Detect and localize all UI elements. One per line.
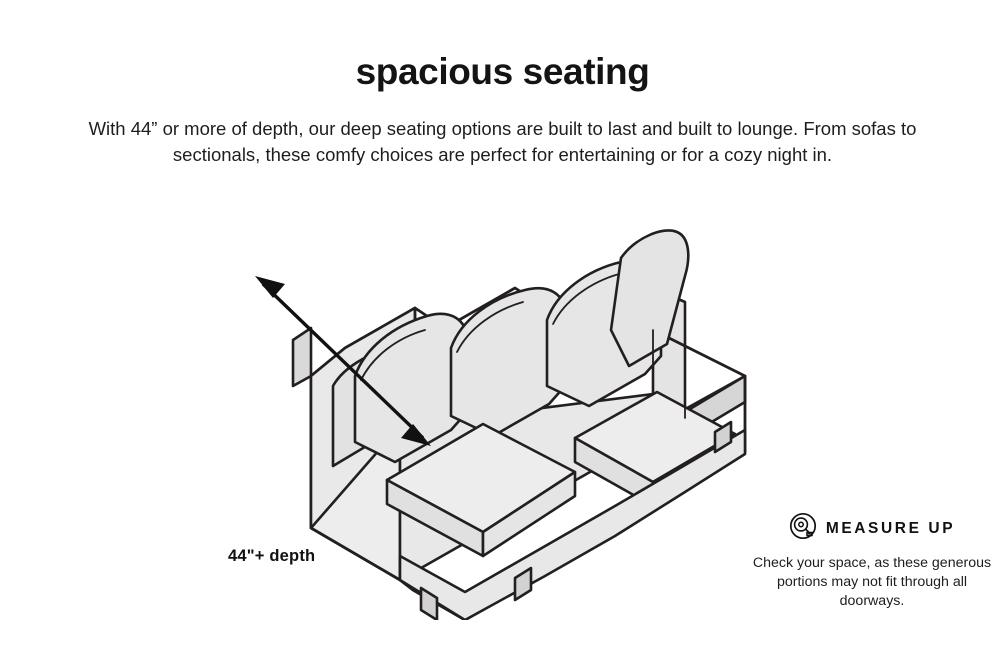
page-title: spacious seating [355,51,650,92]
tape-measure-icon [789,512,817,545]
measure-up-title: MEASURE UP [825,519,956,537]
measure-up-callout [752,512,992,611]
page-description: With 44” or more of depth, our deep seating options are built to last and built to lounge. From sofas to sectionals, these comfy choices are perfect for entertaining or for a cozy night in. [88,118,917,166]
depth-dimension-label: 44"+ depth [228,547,316,565]
measure-up-body: Check your space, as these generous portions may not fit through all doorways. [752,555,992,609]
measure-up-header [752,512,992,545]
